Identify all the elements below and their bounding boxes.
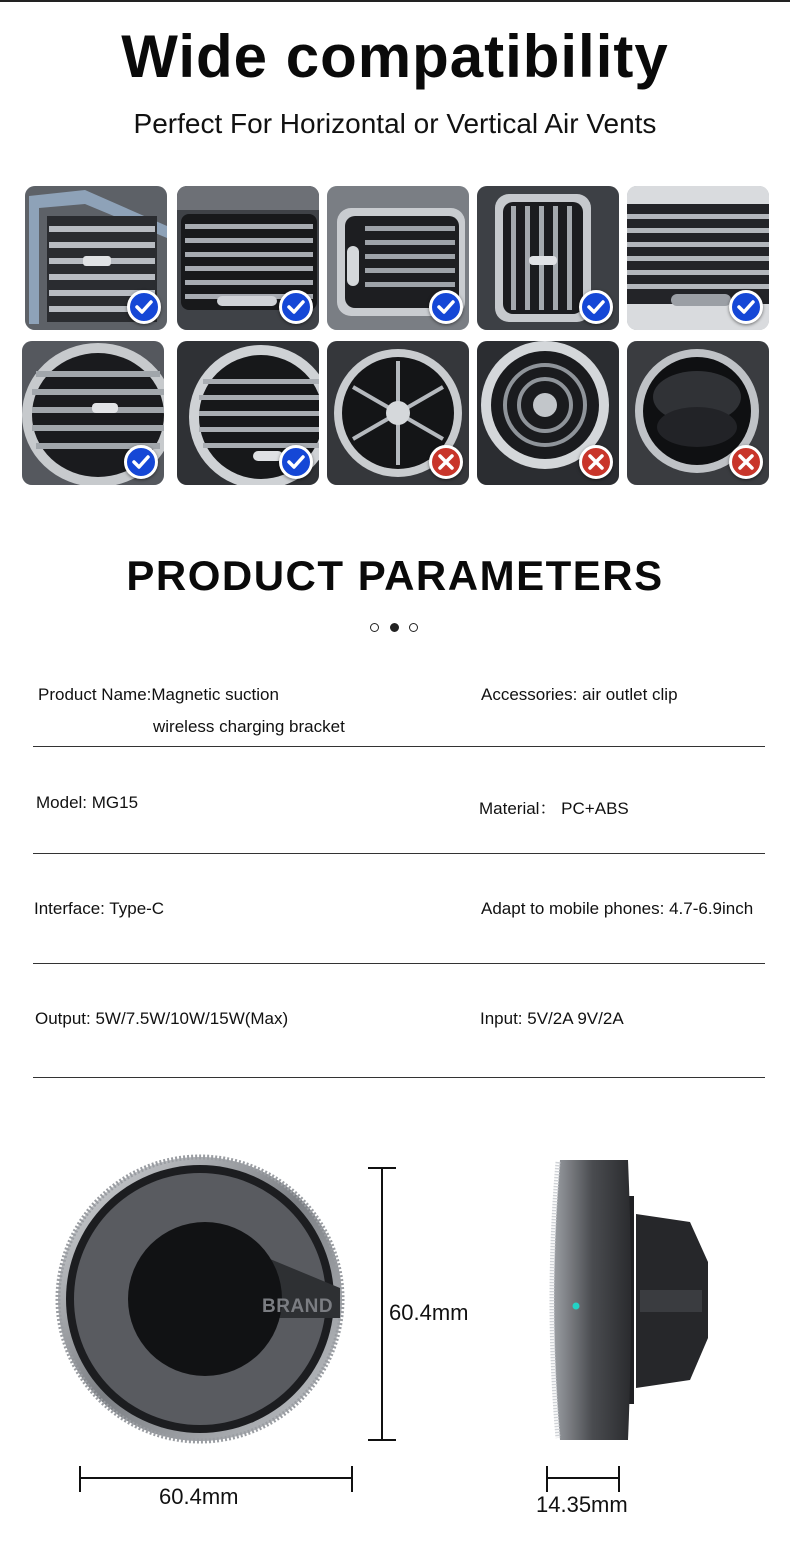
- vent-tile-horizontal: [327, 186, 469, 330]
- check-icon: [582, 293, 610, 321]
- dot-active: [390, 623, 399, 632]
- width-dimension-label: 60.4mm: [159, 1484, 239, 1509]
- vent-tile-horizontal: [25, 186, 167, 330]
- divider: [33, 746, 765, 747]
- parameters-heading: PRODUCT PARAMETERS: [126, 552, 664, 599]
- vent-tile-round-spoke: [327, 341, 469, 485]
- cross-icon: [582, 448, 610, 476]
- dot: [370, 623, 379, 632]
- product-dimension-diagram: [0, 1140, 790, 1560]
- vent-tile-horizontal: [627, 186, 769, 330]
- cross-icon: [732, 448, 760, 476]
- check-badge: [124, 445, 158, 479]
- check-icon: [282, 448, 310, 476]
- cross-badge: [729, 445, 763, 479]
- divider: [33, 853, 765, 854]
- param-product-name-cont: wireless charging bracket: [153, 717, 345, 736]
- check-badge: [729, 290, 763, 324]
- check-badge: [429, 290, 463, 324]
- param-model: Model: MG15: [36, 793, 139, 812]
- vent-tile-round-ball: [627, 341, 769, 485]
- check-badge: [579, 290, 613, 324]
- vent-tile-round-grille: [22, 341, 164, 485]
- brand-logo-text: BRAND: [262, 1296, 334, 1317]
- top-border: [0, 0, 790, 2]
- vent-tile-vertical: [477, 186, 619, 330]
- check-badge: [279, 445, 313, 479]
- param-interface: Interface: Type-C: [34, 899, 165, 918]
- check-icon: [282, 293, 310, 321]
- param-accessories: Accessories: air outlet clip: [481, 685, 678, 704]
- param-material: Material： PC+ABS: [479, 799, 629, 818]
- dot: [409, 623, 418, 632]
- divider: [33, 963, 765, 964]
- check-icon: [130, 293, 158, 321]
- vent-tile-round-turbine: [477, 341, 619, 485]
- vent-compatibility-grid: [22, 186, 770, 486]
- check-icon: [432, 293, 460, 321]
- cross-badge: [429, 445, 463, 479]
- check-icon: [732, 293, 760, 321]
- divider: [33, 1077, 765, 1078]
- pagination-dots: [370, 621, 422, 635]
- page-subtitle: Perfect For Horizontal or Vertical Air Vents: [133, 108, 657, 139]
- page-title: Wide compatibility: [121, 23, 669, 90]
- check-badge: [279, 290, 313, 324]
- height-dimension-label: 60.4mm: [389, 1300, 469, 1325]
- param-product-name: Product Name:Magnetic suction: [38, 685, 279, 704]
- vent-tile-horizontal: [177, 186, 319, 330]
- thickness-dimension-line: [547, 1466, 619, 1492]
- param-input: Input: 5V/2A 9V/2A: [480, 1009, 624, 1028]
- vent-tile-round-grille: [177, 341, 319, 485]
- thickness-dimension-label: 14.35mm: [536, 1492, 628, 1517]
- charger-side-view: [552, 1160, 708, 1440]
- check-badge: [127, 290, 161, 324]
- cross-badge: [579, 445, 613, 479]
- cross-icon: [432, 448, 460, 476]
- param-adapt-phones: Adapt to mobile phones: 4.7-6.9inch: [481, 899, 754, 918]
- param-output: Output: 5W/7.5W/10W/15W(Max): [35, 1009, 289, 1028]
- check-icon: [127, 448, 155, 476]
